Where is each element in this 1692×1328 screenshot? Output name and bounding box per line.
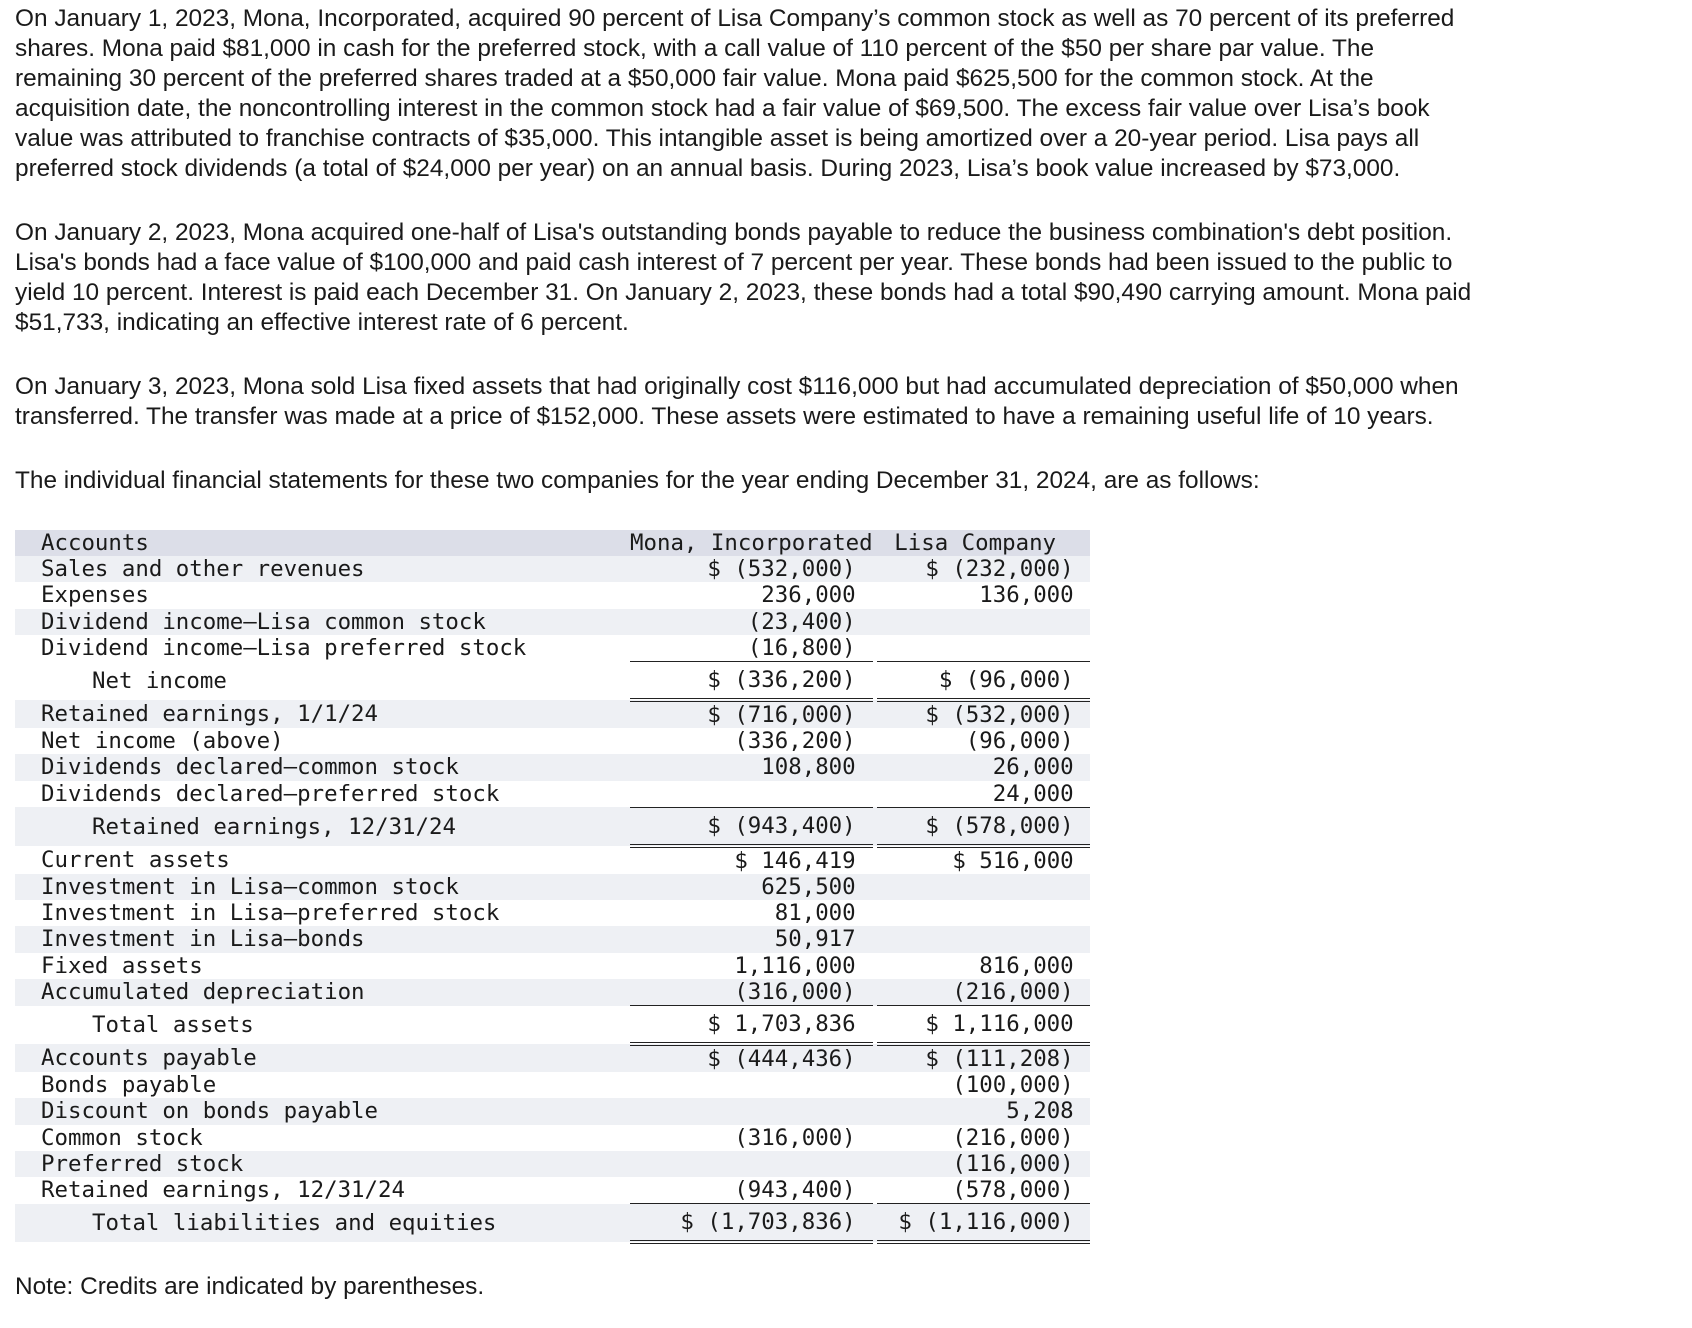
row-label: Retained earnings, 12/31/24 xyxy=(41,1177,405,1204)
table-row-total xyxy=(15,662,1090,701)
row-mona-value: 236,000 xyxy=(761,582,856,609)
row-label: Total liabilities and equities xyxy=(15,1204,630,1243)
row-mona-value: $ (336,200) xyxy=(630,662,873,701)
table-row xyxy=(15,635,1090,662)
row-mona-value xyxy=(630,1151,873,1177)
table-row xyxy=(15,700,1090,728)
row-mona-value: $ 1,703,836 xyxy=(630,1006,873,1045)
row-lisa-value: (96,000) xyxy=(965,728,1074,755)
row-mona-value: 81,000 xyxy=(774,900,856,927)
row-label: Dividends declared—preferred stock xyxy=(41,780,500,807)
row-lisa-value: $ (532,000) xyxy=(877,700,1090,728)
row-label: Discount on bonds payable xyxy=(15,1098,630,1124)
row-label: Dividends declared—common stock xyxy=(15,754,630,780)
row-mona-value xyxy=(630,1098,873,1124)
table-row xyxy=(15,1151,1090,1177)
row-label: Accounts payable xyxy=(15,1044,630,1072)
row-label: Dividend income—Lisa common stock xyxy=(15,609,630,635)
row-mona-value: (943,400) xyxy=(630,1177,873,1204)
row-label: Expenses xyxy=(41,582,149,609)
row-lisa-value: 24,000 xyxy=(877,781,1090,808)
row-label: Dividend income—Lisa preferred stock xyxy=(41,635,527,662)
table-row xyxy=(15,900,1090,926)
row-label: Accumulated depreciation xyxy=(15,979,630,1006)
table-row-total xyxy=(15,807,1090,846)
row-lisa-value: 816,000 xyxy=(979,952,1074,979)
row-label: Total assets xyxy=(92,1011,254,1038)
paragraph-bonds: On January 2, 2023, Mona acquired one-half of Lisa's outstanding bonds payable to reduce the business combination's debt position. Lisa's bonds had a face value of $100,000 and paid cash interest of 7 percent per year. These bonds had been issued to the public to yield 10 percent. Interest is paid each December 31. On January 2, 2023, these bonds had a total $90,490 carrying amount. Mona paid $51,733, indicating an effective interest rate of 6 percent. xyxy=(15,219,1472,336)
row-lisa-value: (116,000) xyxy=(877,1151,1090,1177)
paragraph-intro-statements: The individual financial statements for these two companies for the year ending December 31, 2024, are as follows: xyxy=(15,467,1260,494)
header-accounts: Accounts xyxy=(15,530,630,556)
row-mona-value xyxy=(630,1072,873,1098)
row-label: Retained earnings, 12/31/24 xyxy=(15,807,630,846)
row-mona-value: (316,000) xyxy=(630,979,873,1006)
row-lisa-value: $ (232,000) xyxy=(877,556,1090,582)
table-row xyxy=(15,1125,1090,1151)
paragraph-fixed-assets: On January 3, 2023, Mona sold Lisa fixed assets that had originally cost $116,000 but had accumulated depreciation of $50,000 when transferred. The transfer was made at a price of $152,000. These assets were estimated to have a remaining useful life of 10 years. xyxy=(15,373,1459,430)
row-lisa-value xyxy=(877,926,1090,952)
row-label: Bonds payable xyxy=(41,1072,217,1099)
table-row xyxy=(15,582,1090,608)
row-mona-value: 625,500 xyxy=(630,874,873,900)
row-label: Net income (above) xyxy=(41,728,284,755)
credits-note: Note: Credits are indicated by parentheses. xyxy=(15,1273,485,1301)
row-label: Investment in Lisa—preferred stock xyxy=(41,900,500,927)
table-header-row xyxy=(15,530,1090,556)
table-row xyxy=(15,609,1090,635)
table-row xyxy=(15,979,1090,1006)
table-row xyxy=(15,1177,1090,1204)
table-row xyxy=(15,1072,1090,1098)
row-lisa-value xyxy=(877,609,1090,635)
header-mona: Mona, Incorporated xyxy=(630,530,873,556)
table-row xyxy=(15,926,1090,952)
row-lisa-value: (216,000) xyxy=(952,1124,1074,1151)
header-lisa: Lisa Company xyxy=(877,530,1090,556)
table-row xyxy=(15,846,1090,874)
financial-statements-table xyxy=(15,530,1090,1244)
row-lisa-value: (216,000) xyxy=(877,979,1090,1006)
row-lisa-value xyxy=(877,635,1090,662)
row-label: Common stock xyxy=(41,1124,203,1151)
row-lisa-value xyxy=(877,874,1090,900)
row-label: Net income xyxy=(92,667,227,694)
row-mona-value: $ (943,400) xyxy=(630,807,873,846)
table-row xyxy=(15,1098,1090,1124)
table-row xyxy=(15,754,1090,780)
row-mona-value: $ (716,000) xyxy=(630,700,873,728)
row-mona-value: $ (444,436) xyxy=(630,1044,873,1072)
row-lisa-value: 136,000 xyxy=(979,582,1074,609)
row-label: Investment in Lisa—bonds xyxy=(15,926,630,952)
row-lisa-value: $ (96,000) xyxy=(877,662,1090,701)
row-lisa-value: $ 1,116,000 xyxy=(877,1006,1090,1045)
row-lisa-value: (100,000) xyxy=(952,1072,1074,1099)
row-label: Sales and other revenues xyxy=(15,556,630,582)
row-mona-value: 108,800 xyxy=(630,754,873,780)
table-row-total xyxy=(15,1006,1090,1045)
row-mona-value: $ (1,703,836) xyxy=(630,1204,873,1243)
table-row-total xyxy=(15,1204,1090,1243)
row-mona-value: (336,200) xyxy=(734,728,856,755)
row-mona-value: 1,116,000 xyxy=(734,952,856,979)
row-lisa-value: (578,000) xyxy=(877,1177,1090,1204)
table-row xyxy=(15,781,1090,808)
row-label: Fixed assets xyxy=(41,952,203,979)
row-lisa-value: $ (578,000) xyxy=(877,807,1090,846)
row-lisa-value: 26,000 xyxy=(877,754,1090,780)
row-mona-value: (23,400) xyxy=(630,609,873,635)
row-mona-value: $ (532,000) xyxy=(630,556,873,582)
table-row xyxy=(15,728,1090,754)
row-lisa-value: $ (111,208) xyxy=(877,1044,1090,1072)
row-label: Current assets xyxy=(41,846,230,873)
paragraph-acquisition: On January 1, 2023, Mona, Incorporated, acquired 90 percent of Lisa Company’s common stock as well as 70 percent of its preferred shares. Mona paid $81,000 in cash for the preferred stock, with a call value of 110 percent of the $50 per share par value. The remaining 30 percent of the preferred shares traded at a $50,000 fair value. Mona paid $625,500 for the common stock. At the acquisition date, the noncontrolling interest in the common stock had a fair value of $69,500. The excess fair value over Lisa’s book value was attributed to franchise contracts of $35,000. This intangible asset is being amortized over a 20-year period. Lisa pays all preferred stock dividends (a total of $24,000 per year) on an annual basis. During 2023, Lisa’s book value increased by $73,000. xyxy=(15,5,1455,182)
row-label: Preferred stock xyxy=(15,1151,630,1177)
table-row xyxy=(15,556,1090,582)
table-row xyxy=(15,1044,1090,1072)
row-lisa-value: 5,208 xyxy=(877,1098,1090,1124)
row-mona-value: 50,917 xyxy=(630,926,873,952)
row-mona-value: (316,000) xyxy=(734,1124,856,1151)
row-mona-value: $ 146,419 xyxy=(734,847,856,874)
row-label: Investment in Lisa—common stock xyxy=(15,874,630,900)
table-row xyxy=(15,953,1090,979)
row-lisa-value: $ (1,116,000) xyxy=(877,1204,1090,1243)
row-mona-value xyxy=(630,781,873,808)
table-row xyxy=(15,874,1090,900)
row-lisa-value xyxy=(877,900,1090,926)
row-lisa-value: $ 516,000 xyxy=(952,847,1074,874)
row-label: Retained earnings, 1/1/24 xyxy=(15,700,630,728)
row-mona-value: (16,800) xyxy=(630,635,873,662)
problem-content xyxy=(15,4,1675,1302)
